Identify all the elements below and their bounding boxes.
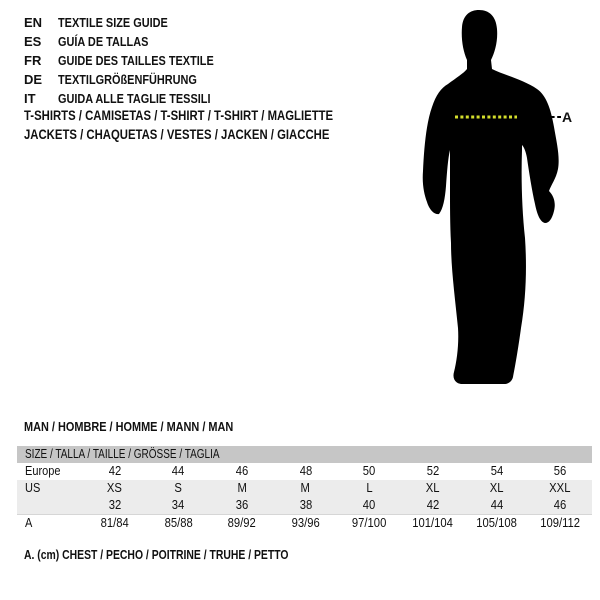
footnote-chest-legend: A. (cm) CHEST / PECHO / POITRINE / TRUHE / PETTO [24, 547, 289, 562]
size-cell: 42 [426, 498, 440, 512]
size-cell: 48 [299, 464, 312, 478]
size-cell: 42 [108, 464, 122, 478]
size-row-label [17, 497, 83, 514]
size-row-us [17, 480, 592, 497]
language-row-de [24, 70, 243, 89]
size-cell: 101/104 [412, 516, 454, 530]
language-code: FR [24, 53, 42, 68]
language-label: GUIDE DES TAILLES TEXTILE [58, 53, 214, 68]
size-cell: S [174, 481, 183, 495]
size-cell: 97/100 [352, 516, 387, 530]
size-cell: 85/88 [164, 516, 193, 530]
size-cell: 38 [299, 498, 312, 512]
size-cell: 36 [235, 498, 249, 512]
size-cell: 50 [363, 464, 376, 478]
size-cell: 44 [490, 498, 503, 512]
size-cell: M [237, 481, 247, 495]
size-row-label: US [25, 481, 41, 495]
size-cell: 105/108 [476, 516, 517, 530]
size-cell: 56 [553, 464, 567, 478]
category-line-jackets: JACKETS / CHAQUETAS / VESTES / JACKEN / GIACCHE [24, 127, 330, 142]
size-cell: 40 [363, 498, 376, 512]
size-cell: 46 [235, 464, 249, 478]
size-cell: M [300, 481, 311, 495]
size-row-label: Europe [25, 464, 61, 478]
size-table-header-label: SIZE / TALLA / TAILLE / GRÖSSE / TAGLIA [25, 447, 220, 461]
size-cell: 46 [553, 498, 567, 512]
size-row-us-numeric [17, 497, 592, 514]
measure-label-a: A [562, 109, 573, 125]
size-cell: 52 [426, 464, 440, 478]
language-label: GUÍA DE TALLAS [58, 34, 149, 49]
language-row-fr [24, 51, 243, 70]
size-cell: 93/96 [291, 516, 320, 530]
language-list [24, 13, 243, 108]
size-row-chest-a [17, 514, 592, 531]
section-title-man: MAN / HOMBRE / HOMME / MANN / MAN [24, 419, 234, 434]
size-cell: 89/92 [227, 516, 257, 530]
size-cell: 34 [172, 498, 185, 512]
size-cell: 109/112 [540, 516, 581, 530]
size-cell: XL [426, 481, 440, 495]
language-row-es [24, 32, 243, 51]
language-code: ES [24, 34, 42, 49]
language-label: TEXTILGRÖßENFÜHRUNG [58, 72, 197, 87]
size-cell: 81/84 [100, 516, 129, 530]
size-cell: XS [107, 481, 123, 495]
language-code: EN [24, 15, 43, 30]
man-silhouette [415, 0, 600, 400]
category-list [24, 106, 392, 144]
size-cell: 44 [172, 464, 185, 478]
size-row-europe [17, 463, 592, 480]
category-line-tshirts: T-SHIRTS / CAMISETAS / T-SHIRT / T-SHIRT / MAGLIETTE [24, 108, 334, 123]
language-code: IT [24, 91, 36, 106]
language-row-en [24, 13, 243, 32]
language-code: DE [24, 72, 43, 87]
size-row-label: A [25, 516, 33, 530]
language-label: TEXTILE SIZE GUIDE [58, 15, 168, 30]
size-cell: 54 [490, 464, 503, 478]
size-cell: XL [489, 481, 504, 495]
size-cell: 32 [108, 498, 122, 512]
size-table [17, 446, 592, 531]
size-cell: XXL [549, 481, 571, 495]
size-cell: L [366, 481, 373, 495]
language-label: GUIDA ALLE TAGLIE TESSILI [58, 91, 211, 106]
size-table-header [17, 446, 592, 463]
